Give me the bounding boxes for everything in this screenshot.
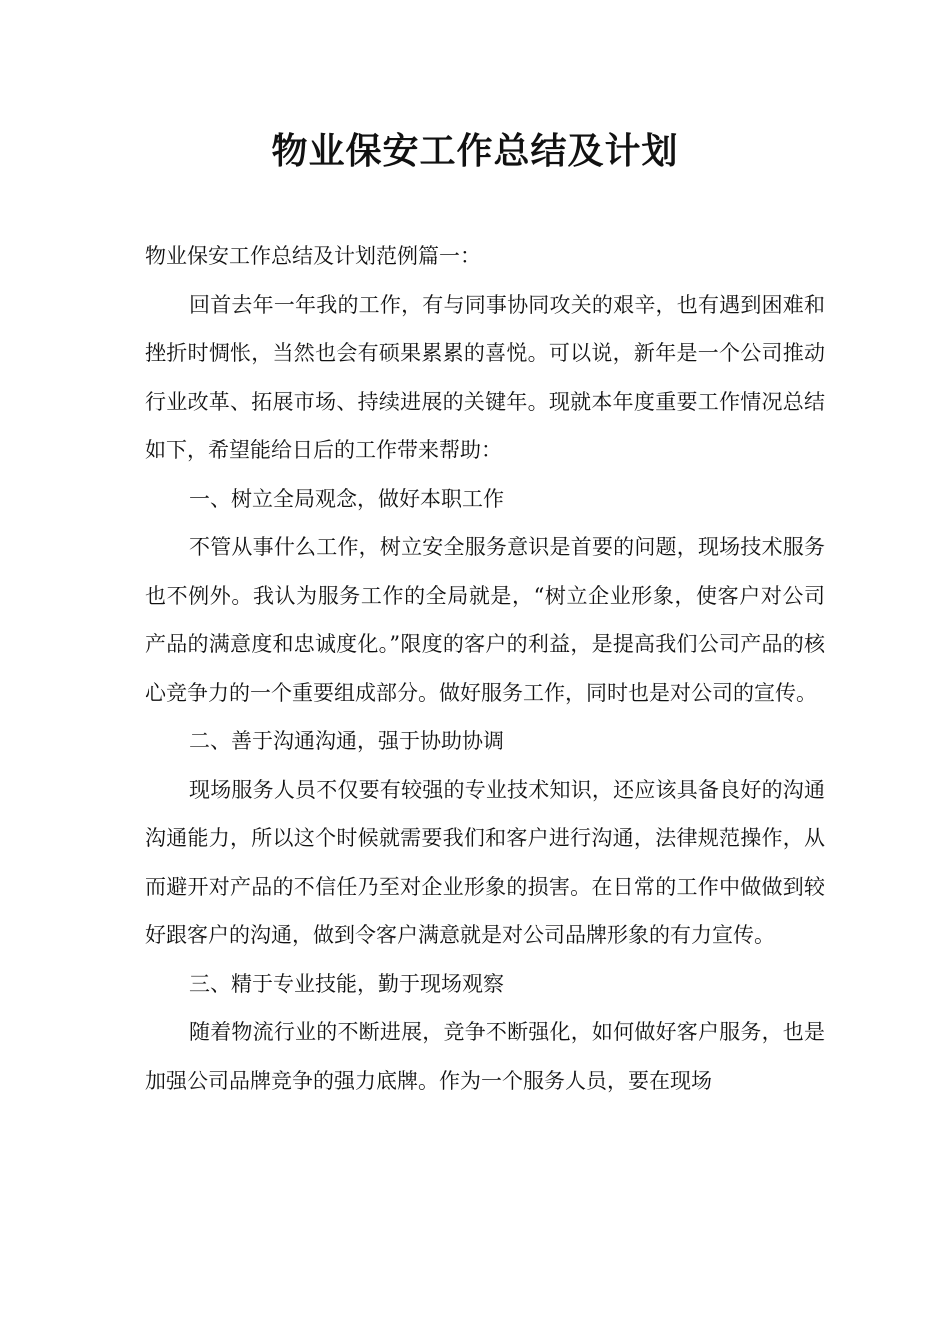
section-heading-2: 二、善于沟通沟通，强于协助协调 [189, 729, 504, 753]
paragraph-section-2: 现场服务人员不仅要有较强的专业技术知识，还应该具备良好的沟通沟通能力，所以这个时候就需要我们和客户进行沟通，法律规范操作，从而避开对产品的不信任乃至对企业形象的损害。在日常的工作中做做到较好跟客户的沟通，做到令客户满意就是对公司品牌形象的有力宣传。 [145, 777, 825, 947]
section-heading-3: 三、精于专业技能，勤于现场观察 [189, 971, 504, 996]
paragraph-intro: 物业保安工作总结及计划范例篇一： [145, 244, 481, 268]
document-title: 物业保安工作总结及计划 [271, 131, 679, 172]
document-body [145, 232, 825, 1105]
paragraph-review: 回首去年一年我的工作，有与同事协同攻关的艰辛，也有遇到困难和挫折时惆怅，当然也会有硕果累累的喜悦。可以说，新年是一个公司推动行业改革、拓展市场、持续进展的关键年。现就本年度重要工作情况总结如下，希望能给日后的工作带来帮助： [145, 292, 825, 462]
paragraph-section-1: 不管从事什么工作，树立安全服务意识是首要的问题，现场技术服务也不例外。我认为服务工作的全局就是，“树立企业形象，使客户对公司产品的满意度和忠诚度化。”限度的客户的利益，是提高我们公司产品的核心竞争力的一个重要组成部分。做好服务工作，同时也是对公司的宣传。 [145, 535, 825, 705]
paragraph-section-3: 随着物流行业的不断进展，竞争不断强化，如何做好客户服务，也是加强公司品牌竞争的强力底牌。作为一个服务人员，要在现场 [145, 1020, 825, 1093]
section-heading-1: 一、树立全局观念，做好本职工作 [189, 486, 504, 511]
